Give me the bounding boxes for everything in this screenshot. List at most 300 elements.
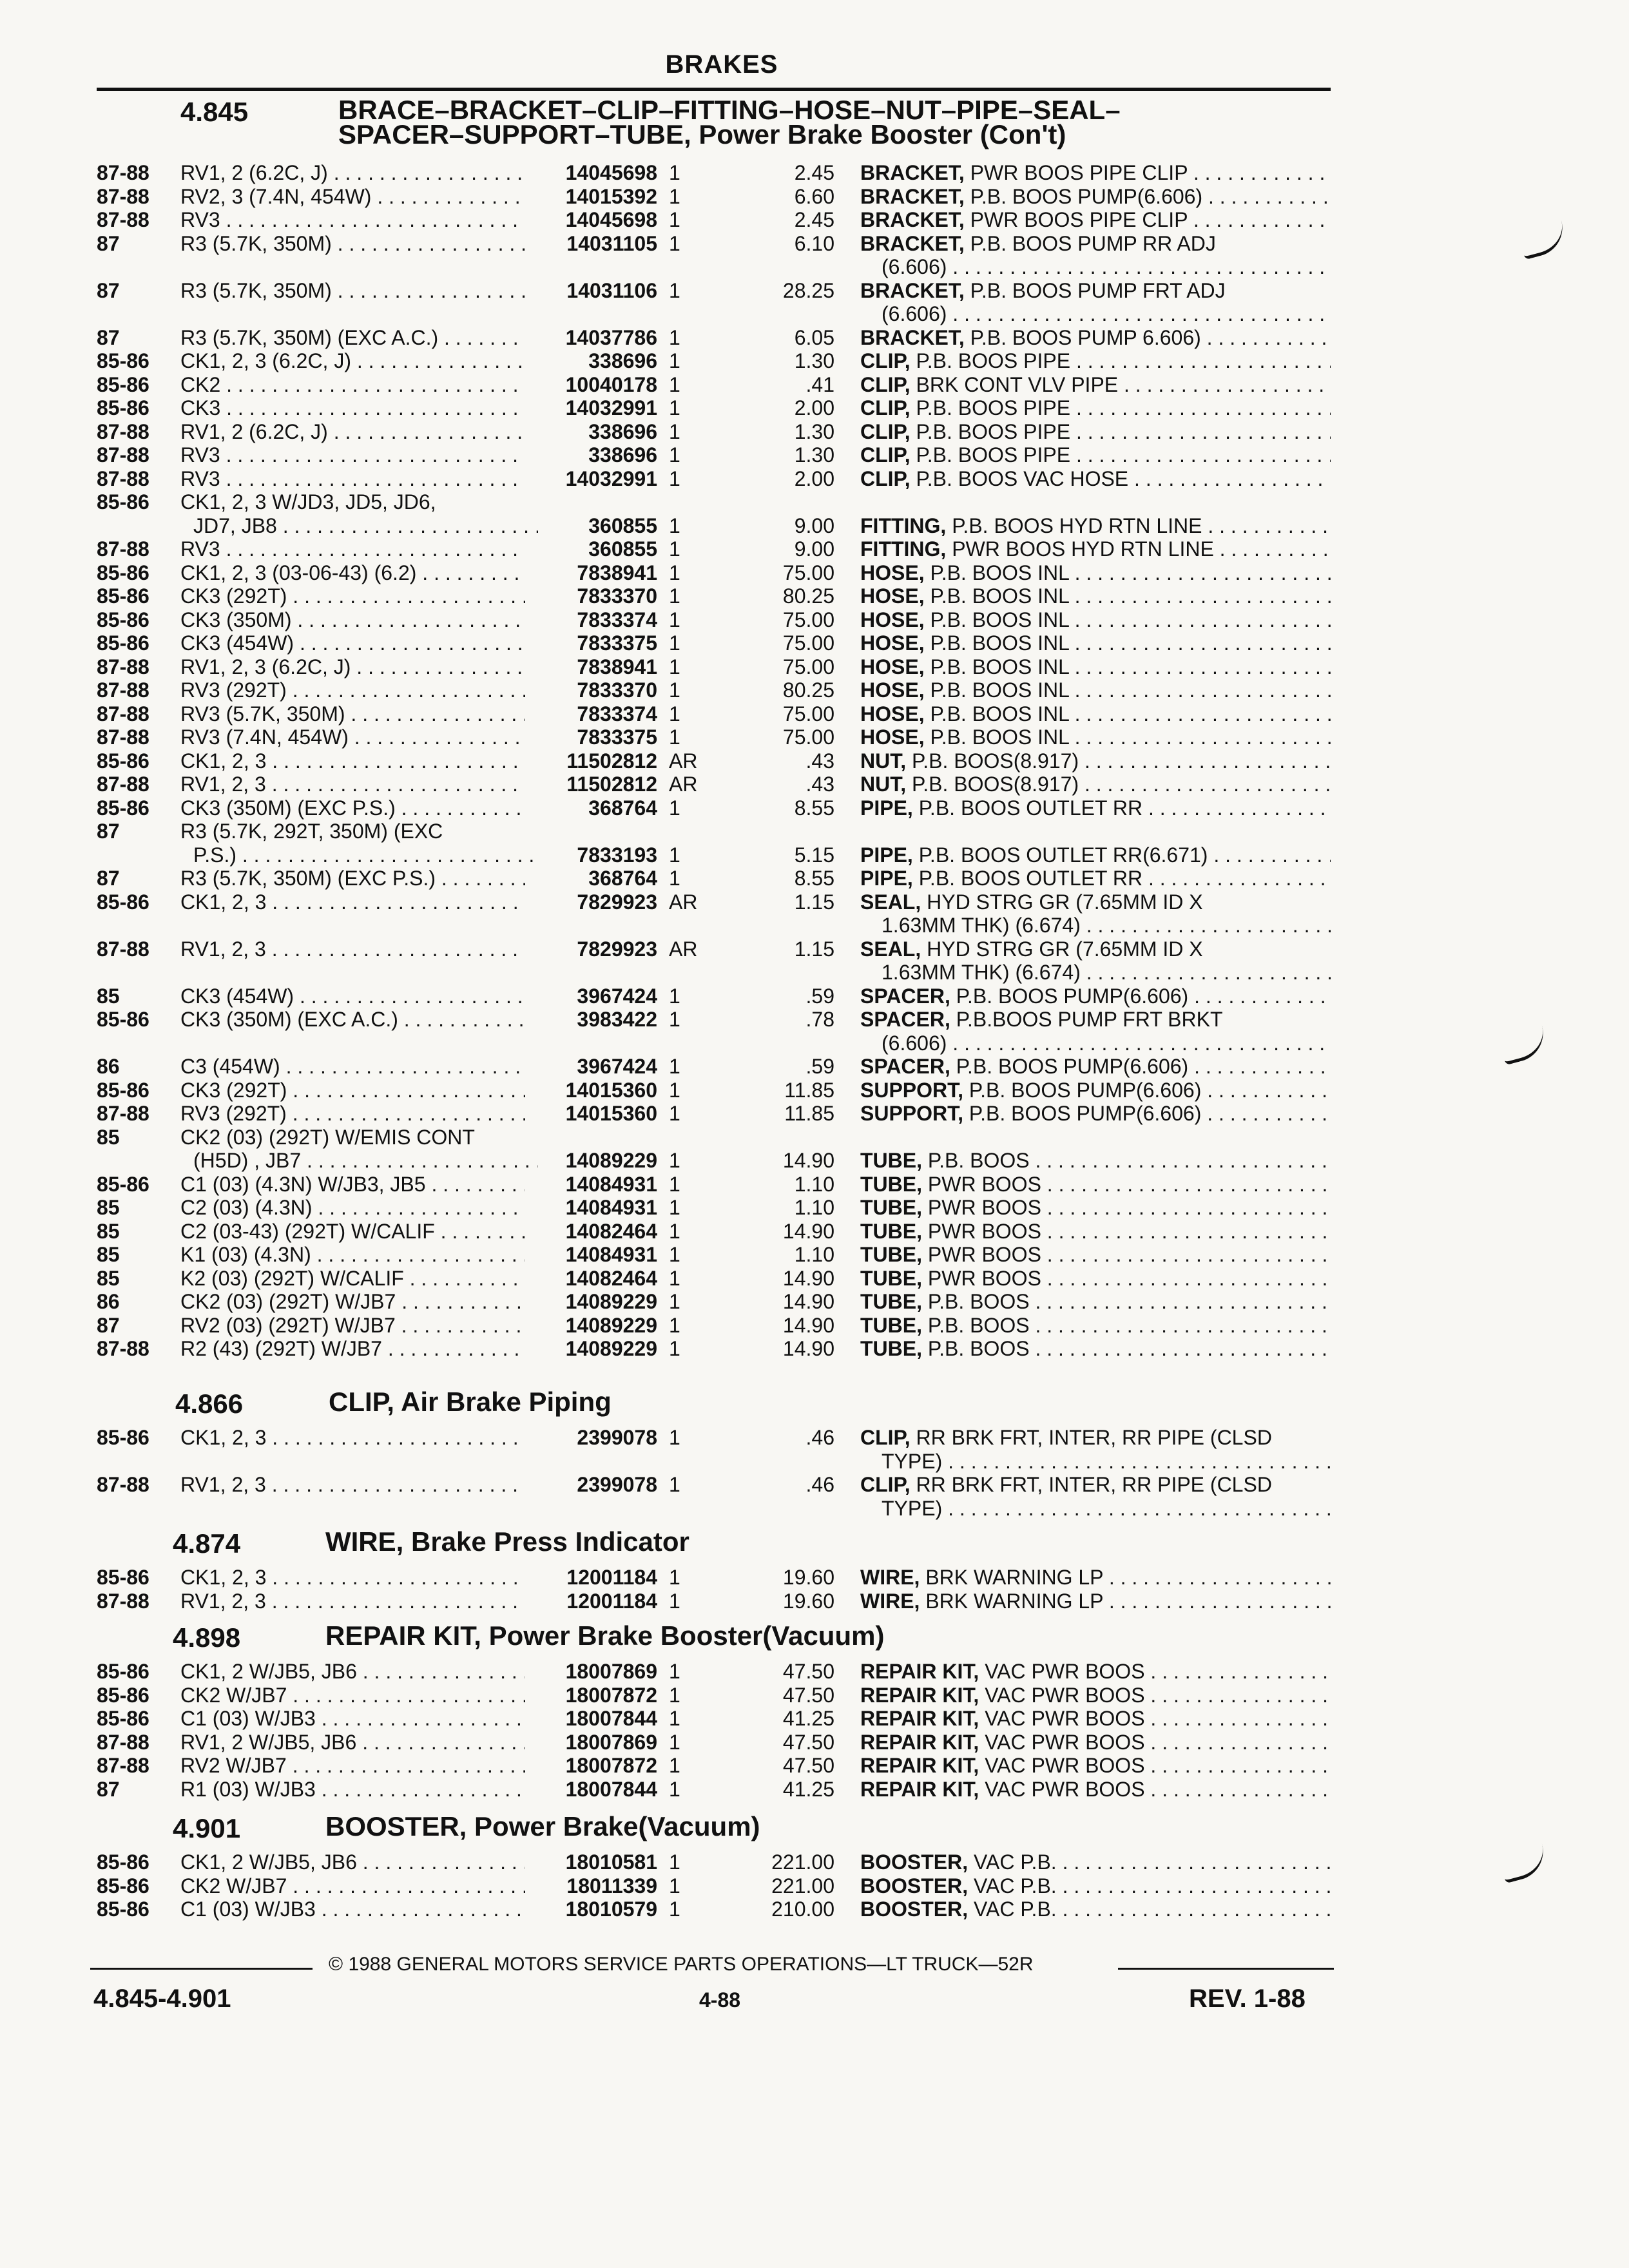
description-keyword: HOSE, (860, 608, 925, 631)
description-keyword: TUBE, (860, 1243, 922, 1266)
model-year: 87 (97, 1777, 120, 1801)
model-application: CK1, 2, 3 (6.2C, J) . . . (180, 349, 525, 372)
parts-row (0, 1173, 1353, 1196)
description-detail: P.B. BOOS HYD RTN LINE (952, 514, 1202, 537)
parts-row-continuation (0, 490, 1353, 514)
quantity: 1 (669, 537, 680, 561)
model-application: JD7, JB8 . . . (193, 514, 538, 537)
model-year: 87 (97, 231, 120, 255)
parts-row (0, 678, 1353, 702)
parts-row (0, 1731, 1353, 1754)
description-detail: HYD STRG GR (7.65MM ID X (927, 937, 1203, 961)
model-application: (H5D) , JB7 . . . (193, 1149, 538, 1172)
part-description (860, 608, 1331, 631)
part-description (860, 279, 1331, 302)
description-keyword: HOSE, (860, 655, 925, 678)
model-year: 87-88 (97, 1754, 149, 1777)
section-title-line: SPACER–SUPPORT–TUBE, Power Brake Booster (Con't) (338, 119, 1066, 149)
part-description (860, 349, 1331, 372)
model-application: CK1, 2, 3 . . . (180, 890, 525, 914)
parts-row (0, 1149, 1353, 1172)
quantity: 1 (669, 796, 680, 820)
quantity: 1 (669, 1589, 680, 1613)
quantity: AR (669, 890, 698, 914)
model-year: 87 (97, 1313, 120, 1337)
description-detail: BRK WARNING LP (925, 1566, 1103, 1589)
description-keyword: REPAIR KIT, (860, 1660, 979, 1683)
model-year: 85-86 (97, 1078, 149, 1102)
part-description (860, 1055, 1331, 1078)
footer-revision: REV. 1-88 (1189, 1984, 1306, 2013)
part-number: 14089229 (565, 1290, 657, 1313)
description-detail: P.B. BOOS OUTLET RR (918, 867, 1143, 890)
parts-row-continuation (0, 302, 1353, 325)
part-number: 3967424 (577, 1055, 657, 1078)
model-year: 86 (97, 1055, 120, 1078)
model-year: 87-88 (97, 184, 149, 208)
quantity: 1 (669, 1707, 680, 1730)
part-number: 7829923 (577, 937, 657, 961)
model-application: RV1, 2, 3 . . . (180, 773, 525, 796)
part-number: 18010581 (565, 1850, 657, 1874)
model-year: 87-88 (97, 1589, 149, 1613)
quantity: 1 (669, 443, 680, 466)
model-year: 85-86 (97, 1426, 149, 1449)
model-application: RV1, 2, 3 . . . (180, 937, 525, 961)
part-description (860, 867, 1331, 890)
handwritten-check-mark (1498, 1844, 1549, 1884)
parts-row (0, 1102, 1353, 1125)
part-number: 14015360 (565, 1078, 657, 1102)
model-application: CK3 (350M) (EXC P.S.) . . . (180, 796, 525, 820)
parts-row (0, 467, 1353, 490)
section-title (325, 1811, 760, 1841)
part-description-continuation: (6.606) . . . (882, 1032, 1331, 1055)
part-number: 18007844 (565, 1707, 657, 1730)
quantity: 1 (669, 161, 680, 184)
price: 75.00 (782, 726, 834, 749)
handwritten-check-mark (1498, 1026, 1549, 1066)
description-keyword: HOSE, (860, 726, 925, 749)
part-description (860, 1314, 1331, 1337)
quantity: AR (669, 749, 698, 773)
description-detail: P.B. BOOS OUTLET RR (918, 796, 1143, 820)
parts-row (0, 537, 1353, 561)
description-keyword: BOOSTER, (860, 1874, 969, 1898)
description-keyword: CLIP, (860, 443, 911, 466)
part-number: 14089229 (565, 1149, 657, 1172)
quantity: 1 (669, 1008, 680, 1031)
part-number: 14082464 (565, 1266, 657, 1290)
part-number: 7838941 (577, 655, 657, 678)
description-detail: P.B. BOOS OUTLET RR(6.671) (918, 843, 1208, 867)
part-number: 7833370 (577, 584, 657, 608)
price: 1.10 (794, 1172, 834, 1196)
part-description-continuation: TYPE) . . . (882, 1450, 1331, 1473)
part-description (860, 561, 1331, 584)
part-description (860, 1267, 1331, 1290)
parts-row (0, 1473, 1353, 1496)
parts-row (0, 631, 1353, 655)
description-keyword: REPAIR KIT, (860, 1754, 979, 1777)
parts-row (0, 1778, 1353, 1801)
part-description-continuation: 1.63MM THK) (6.674) . . . (882, 961, 1331, 984)
model-application: RV3 (292T) . . . (180, 678, 525, 702)
part-description (860, 1196, 1331, 1219)
parts-row-continuation (0, 1450, 1353, 1473)
model-year: 87-88 (97, 1102, 149, 1125)
price: 14.90 (782, 1219, 834, 1243)
quantity: AR (669, 773, 698, 796)
model-application: R2 (43) (292T) W/JB7 . . . (180, 1337, 525, 1360)
model-year: 85-86 (97, 890, 149, 914)
description-detail: VAC PWR BOOS (985, 1777, 1145, 1801)
model-year: 85-86 (97, 1566, 149, 1589)
part-number: 14089229 (565, 1313, 657, 1337)
model-application: RV1, 2, 3 (6.2C, J) . . . (180, 655, 525, 678)
quantity: 1 (669, 1196, 680, 1219)
description-detail: P.B. BOOS INL (930, 561, 1069, 584)
quantity: 1 (669, 1337, 680, 1360)
quantity: 1 (669, 1850, 680, 1874)
parts-row (0, 1008, 1353, 1031)
model-year: 85-86 (97, 631, 149, 655)
description-detail: PWR BOOS (927, 1196, 1041, 1219)
price: 75.00 (782, 561, 834, 584)
description-detail: P.B. BOOS PIPE (916, 419, 1071, 443)
quantity: 1 (669, 208, 680, 231)
description-detail: PWR BOOS (927, 1243, 1041, 1266)
model-application: C2 (03-43) (292T) W/CALIF . . . (180, 1220, 525, 1243)
description-detail: RR BRK FRT, INTER, RR PIPE (CLSD (916, 1473, 1272, 1496)
description-keyword: FITTING, (860, 514, 947, 537)
section-title-line: BRACE–BRACKET–CLIP–FITTING–HOSE–NUT–PIPE–SEAL– (338, 95, 1121, 125)
part-number: 14089229 (565, 1337, 657, 1360)
section-title-line: WIRE, Brake Press Indicator (325, 1526, 689, 1557)
price: 80.25 (782, 678, 834, 702)
description-detail: VAC PWR BOOS (985, 1754, 1145, 1777)
part-description (860, 1778, 1331, 1801)
footer-section-range: 4.845-4.901 (93, 1984, 231, 2013)
parts-row (0, 1898, 1353, 1921)
model-application: RV3 (292T) . . . (180, 1102, 525, 1125)
part-description (860, 185, 1331, 208)
model-year: 85 (97, 1266, 120, 1290)
part-description (860, 1173, 1331, 1196)
parts-row-continuation (0, 820, 1353, 843)
parts-row (0, 584, 1353, 608)
description-keyword: BOOSTER, (860, 1898, 969, 1921)
quantity: 1 (669, 396, 680, 419)
part-number: 14082464 (565, 1219, 657, 1243)
model-year: 85-86 (97, 1874, 149, 1898)
description-detail: P.B.BOOS PUMP FRT BRKT (956, 1008, 1223, 1031)
part-description (860, 655, 1331, 678)
description-keyword: FITTING, (860, 537, 947, 561)
parts-row (0, 843, 1353, 867)
part-description (860, 890, 1331, 914)
quantity: 1 (669, 1313, 680, 1337)
model-application: C2 (03) (4.3N) . . . (180, 1196, 525, 1219)
quantity: 1 (669, 1754, 680, 1777)
parts-row (0, 937, 1353, 961)
footer-page-number: 4-88 (699, 1988, 741, 2012)
description-keyword: REPAIR KIT, (860, 1730, 979, 1754)
description-detail: PWR BOOS (927, 1219, 1041, 1243)
description-detail: HYD STRG GR (7.65MM ID X (927, 890, 1203, 914)
model-year: 87-88 (97, 655, 149, 678)
description-keyword: PIPE, (860, 796, 913, 820)
section-number: 4.874 (173, 1528, 241, 1559)
price: 1.30 (794, 349, 834, 372)
price: 221.00 (771, 1874, 834, 1898)
parts-row (0, 1590, 1353, 1613)
part-number: 7833370 (577, 678, 657, 702)
quantity: 1 (669, 231, 680, 255)
model-year: 85-86 (97, 372, 149, 396)
model-application: RV3 . . . (180, 537, 525, 561)
model-year: 87 (97, 278, 120, 302)
part-number: 7833375 (577, 631, 657, 655)
model-year: 87 (97, 867, 120, 890)
model-application: CK3 (292T) . . . (180, 584, 525, 608)
description-detail: P.B. BOOS PUMP(6.606) (970, 184, 1203, 208)
model-application: RV2, 3 (7.4N, 454W) . . . (180, 185, 525, 208)
quantity: AR (669, 937, 698, 961)
quantity: 1 (669, 1290, 680, 1313)
description-detail: P.B. BOOS PUMP FRT ADJ (970, 278, 1226, 302)
model-application: CK2 W/JB7 . . . (180, 1874, 525, 1898)
part-number: 2399078 (577, 1426, 657, 1449)
part-description (860, 1290, 1331, 1313)
model-year: 85-86 (97, 349, 149, 372)
part-description (860, 726, 1331, 749)
model-year: 87-88 (97, 537, 149, 561)
description-detail: P.B. BOOS (927, 1290, 1030, 1313)
price: 14.90 (782, 1337, 834, 1360)
part-number: 18007869 (565, 1730, 657, 1754)
description-keyword: SUPPORT, (860, 1102, 964, 1125)
description-detail: P.B. BOOS INL (930, 631, 1069, 655)
model-application: R3 (5.7K, 350M) (EXC P.S.) . . . (180, 867, 525, 890)
model-year: 85-86 (97, 1898, 149, 1921)
parts-row-continuation (0, 961, 1353, 984)
model-application: RV1, 2, 3 . . . (180, 1590, 525, 1613)
price: 5.15 (794, 843, 834, 867)
part-number: 14032991 (565, 396, 657, 419)
part-description (860, 1684, 1331, 1707)
price: 19.60 (782, 1566, 834, 1589)
model-application: CK3 (454W) . . . (180, 985, 525, 1008)
description-keyword: TUBE, (860, 1219, 922, 1243)
part-description (860, 420, 1331, 443)
description-detail: VAC PWR BOOS (985, 1707, 1145, 1730)
price: .78 (805, 1008, 834, 1031)
parts-row (0, 1874, 1353, 1898)
price: 1.30 (794, 419, 834, 443)
parts-row (0, 279, 1353, 302)
part-number: 3967424 (577, 984, 657, 1008)
price: .43 (805, 773, 834, 796)
model-year: 87 (97, 820, 120, 843)
model-application: CK3 (292T) . . . (180, 1079, 525, 1102)
description-keyword: TUBE, (860, 1266, 922, 1290)
model-application: CK1, 2, 3 . . . (180, 1566, 525, 1589)
quantity: 1 (669, 514, 680, 537)
model-application: C1 (03) W/JB3 . . . (180, 1707, 525, 1730)
part-description (860, 1898, 1331, 1921)
description-detail: P.B. BOOS INL (930, 702, 1069, 726)
model-year: 85-86 (97, 1008, 149, 1031)
model-application: R3 (5.7K, 350M) . . . (180, 279, 525, 302)
parts-row (0, 326, 1353, 349)
model-application: RV3 (5.7K, 350M) . . . (180, 702, 525, 726)
description-keyword: TUBE, (860, 1149, 922, 1172)
section-number: 4.898 (173, 1622, 241, 1653)
part-number: 14084931 (565, 1172, 657, 1196)
quantity: 1 (669, 655, 680, 678)
section-title-line: REPAIR KIT, Power Brake Booster(Vacuum) (325, 1620, 885, 1651)
quantity: 1 (669, 1078, 680, 1102)
footer-rule-left (90, 1968, 313, 1970)
description-detail: PWR BOOS (927, 1172, 1041, 1196)
quantity: 1 (669, 1102, 680, 1125)
price: 14.90 (782, 1149, 834, 1172)
model-application: C1 (03) W/JB3 . . . (180, 1898, 525, 1921)
price: 47.50 (782, 1683, 834, 1707)
description-detail: P.B. BOOS(8.917) (912, 773, 1079, 796)
parts-row (0, 796, 1353, 820)
quantity: 1 (669, 702, 680, 726)
footer-rule-right (1118, 1968, 1334, 1970)
price: .59 (805, 984, 834, 1008)
description-keyword: SPACER, (860, 984, 950, 1008)
part-description (860, 1707, 1331, 1730)
description-keyword: TUBE, (860, 1290, 922, 1313)
part-description-continuation: TYPE) . . . (882, 1497, 1331, 1520)
part-number: 14045698 (565, 208, 657, 231)
model-year: 85-86 (97, 1660, 149, 1683)
model-year: 87 (97, 325, 120, 349)
price: 1.10 (794, 1196, 834, 1219)
part-number: 360855 (588, 514, 657, 537)
model-year: 87-88 (97, 678, 149, 702)
model-application: P.S.) . . . (193, 843, 538, 867)
part-number: 12001184 (566, 1566, 657, 1589)
price: 8.55 (794, 867, 834, 890)
part-description-continuation: 1.63MM THK) (6.674) . . . (882, 914, 1331, 937)
parts-row (0, 1267, 1353, 1290)
description-keyword: TUBE, (860, 1172, 922, 1196)
quantity: 1 (669, 1219, 680, 1243)
part-description (860, 467, 1331, 490)
model-year: 85-86 (97, 561, 149, 584)
parts-row (0, 1426, 1353, 1449)
part-description (860, 232, 1331, 255)
description-detail: P.B. BOOS (927, 1313, 1030, 1337)
model-year: 85-86 (97, 396, 149, 419)
section-number: 4.866 (175, 1389, 244, 1419)
price: 1.15 (794, 937, 834, 961)
part-description (860, 1566, 1331, 1589)
price: 41.25 (782, 1777, 834, 1801)
parts-row (0, 185, 1353, 208)
quantity: 1 (669, 867, 680, 890)
quantity: 1 (669, 372, 680, 396)
part-number: 7838941 (577, 561, 657, 584)
part-description (860, 161, 1331, 184)
parts-row (0, 396, 1353, 419)
parts-row (0, 655, 1353, 678)
parts-row (0, 1196, 1353, 1219)
part-number: 338696 (588, 443, 657, 466)
parts-row-continuation (0, 914, 1353, 937)
part-number: 14032991 (565, 466, 657, 490)
quantity: 1 (669, 726, 680, 749)
part-number: 18007869 (565, 1660, 657, 1683)
part-description (860, 1008, 1331, 1031)
price: 19.60 (782, 1589, 834, 1613)
quantity: 1 (669, 325, 680, 349)
description-keyword: SUPPORT, (860, 1078, 964, 1102)
quantity: 1 (669, 1055, 680, 1078)
description-detail: P.B. BOOS INL (930, 726, 1069, 749)
model-application: CK3 (350M) . . . (180, 608, 525, 631)
part-description-continuation: (6.606) . . . (882, 302, 1331, 325)
part-description-continuation: (6.606) . . . (882, 255, 1331, 278)
part-number: 2399078 (577, 1473, 657, 1496)
description-keyword: REPAIR KIT, (860, 1707, 979, 1730)
description-detail: BRK CONT VLV PIPE (916, 372, 1119, 396)
model-application: RV1, 2 (6.2C, J) . . . (180, 420, 525, 443)
quantity: 1 (669, 561, 680, 584)
part-description (860, 1337, 1331, 1360)
parts-row (0, 890, 1353, 914)
price: .46 (805, 1473, 834, 1496)
model-application: CK3 (454W) . . . (180, 631, 525, 655)
description-detail: PWR BOOS PIPE CLIP (970, 161, 1188, 184)
part-number: 14015392 (565, 184, 657, 208)
parts-row (0, 773, 1353, 796)
description-detail: P.B. BOOS PUMP(6.606) (956, 984, 1189, 1008)
description-keyword: SPACER, (860, 1008, 950, 1031)
part-description (860, 1473, 1331, 1496)
model-year: 87-88 (97, 466, 149, 490)
description-detail: RR BRK FRT, INTER, RR PIPE (CLSD (916, 1426, 1272, 1449)
description-detail: BRK WARNING LP (925, 1589, 1103, 1613)
quantity: 1 (669, 1730, 680, 1754)
description-detail: P.B. BOOS INL (930, 678, 1069, 702)
description-detail: P.B. BOOS INL (930, 655, 1069, 678)
description-keyword: BRACKET, (860, 161, 965, 184)
price: 2.45 (794, 161, 834, 184)
quantity: 1 (669, 1683, 680, 1707)
part-number: 18010579 (565, 1898, 657, 1921)
model-application: R3 (5.7K, 350M) (EXC A.C.) . . . (180, 326, 525, 349)
description-keyword: TUBE, (860, 1313, 922, 1337)
parts-row (0, 349, 1353, 372)
parts-row (0, 749, 1353, 773)
model-year: 87-88 (97, 726, 149, 749)
price: .43 (805, 749, 834, 773)
price: 221.00 (771, 1850, 834, 1874)
quantity: 1 (669, 1172, 680, 1196)
part-number: 14045698 (565, 161, 657, 184)
model-year: 85 (97, 1196, 120, 1219)
quantity: 1 (669, 1874, 680, 1898)
price: 9.00 (794, 514, 834, 537)
description-detail: P.B. BOOS INL (930, 584, 1069, 608)
